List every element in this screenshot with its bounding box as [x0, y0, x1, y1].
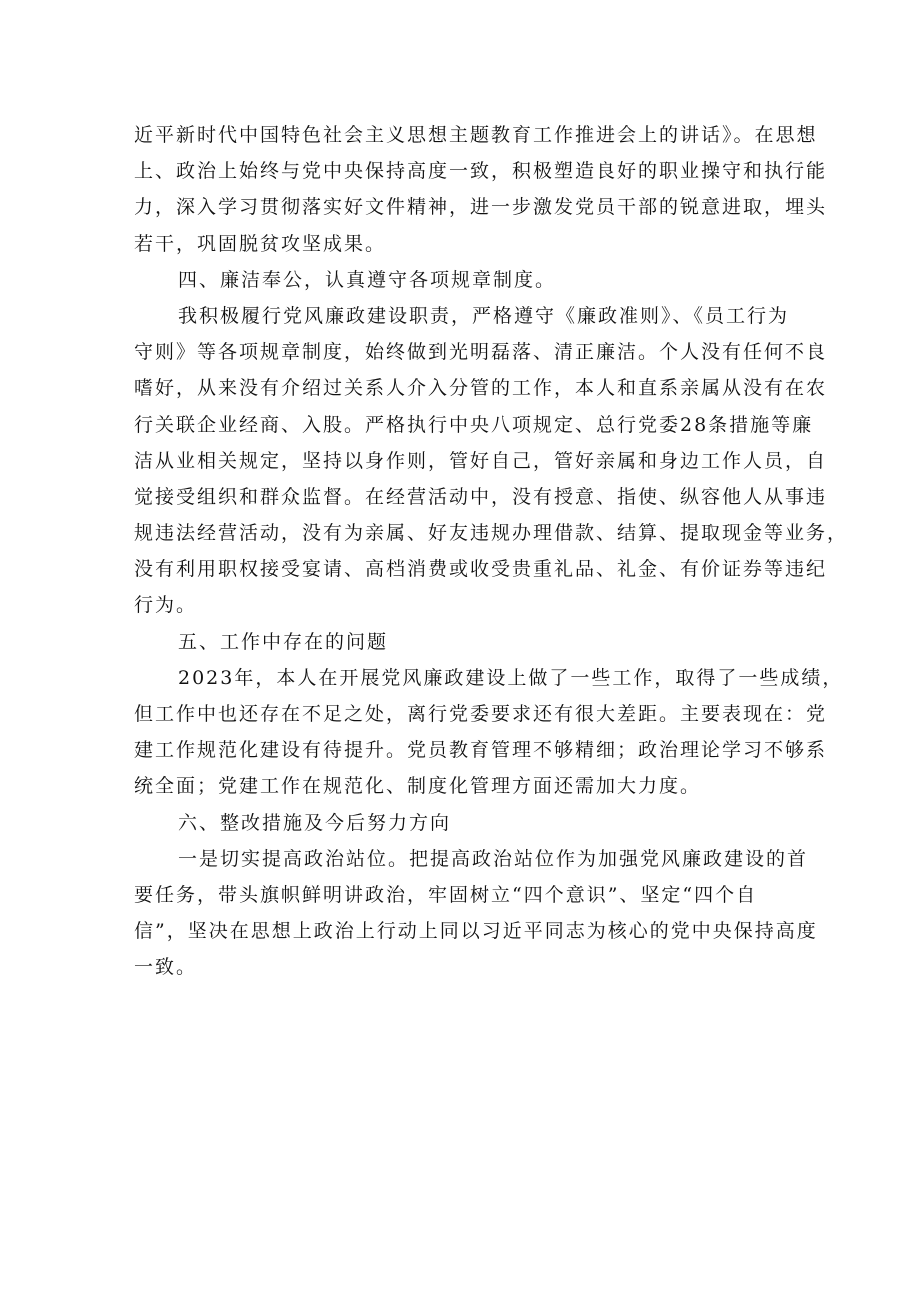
text-line: 要任务，带头旗帜鲜明讲政治，牢固树立“四个意识”、坚定“四个自 [134, 883, 758, 906]
text-line: 上、政治上始终与党中央保持高度一致，积极塑造良好的职业操守和执行能 [134, 160, 828, 183]
text-line: 守则》等各项规章制度，始终做到光明磊落、清正廉洁。个人没有任何不良 [134, 341, 828, 364]
text-line: 嗜好，从来没有介绍过关系人介入分管的工作，本人和直系亲属从没有在农 [134, 377, 828, 400]
text-line: 行为。 [134, 594, 198, 617]
text-line: 五、工作中存在的问题 [178, 630, 389, 653]
text-line: 一是切实提高政治站位。把提高政治站位作为加强党风廉政建设的首 [178, 847, 809, 870]
text-line: 统全面；党建工作在规范化、制度化管理方面还需加大力度。 [134, 775, 702, 798]
text-line: 没有利用职权接受宴请、高档消费或收受贵重礼品、礼金、有价证券等违纪 [134, 558, 828, 581]
text-line: 建工作规范化建设有待提升。党员教育管理不够精细；政治理论学习不够系 [134, 739, 828, 762]
text-line: 行关联企业经商、入股。严格执行中央八项规定、总行党委28条措施等廉 [134, 413, 814, 436]
text-line: 洁从业相关规定，坚持以身作则，管好自己，管好亲属和身边工作人员，自 [134, 449, 828, 472]
text-line: 规违法经营活动，没有为亲属、好友违规办理借款、结算、提取现金等业务， [134, 522, 849, 545]
text-line: 四、廉洁奉公，认真遵守各项规章制度。 [178, 268, 557, 291]
text-line: 信”，坚决在思想上政治上行动上同以习近平同志为核心的党中央保持高度 [134, 920, 818, 943]
text-line: 但工作中也还存在不足之处，离行党委要求还有很大差距。主要表现在：党 [134, 703, 828, 725]
text-line: 觉接受组织和群众监督。在经营活动中，没有授意、指使、纵容他人从事违 [134, 485, 828, 508]
text-line: 力，深入学习贯彻落实好文件精神，进一步激发党员干部的锐意进取，埋头 [134, 196, 828, 219]
text-line: 近平新时代中国特色社会主义思想主题教育工作推进会上的讲话》。在思想 [134, 124, 818, 146]
document-body [134, 117, 849, 986]
text-line: 一致。 [134, 956, 198, 979]
text-line: 我积极履行党风廉政建设职责，严格遵守《廉政准则》、《员工行为 [178, 304, 790, 327]
text-line: 2023年，本人在开展党风廉政建设上做了一些工作，取得了一些成绩， [178, 666, 844, 689]
text-line: 若干，巩固脱贫攻坚成果。 [134, 232, 387, 255]
text-line: 六、整改措施及今后努力方向 [178, 811, 452, 834]
